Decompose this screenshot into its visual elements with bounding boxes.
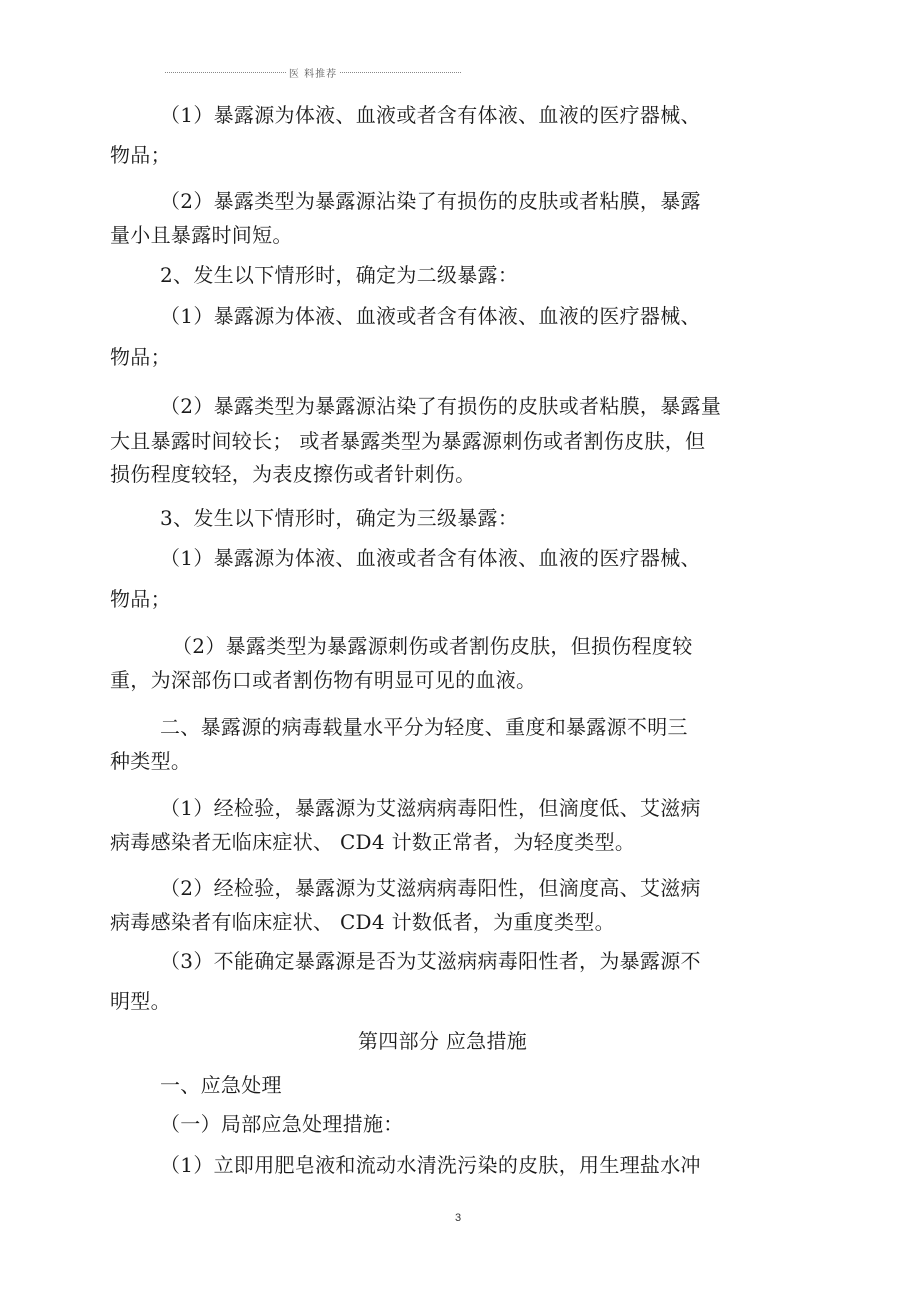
paragraph-line: 2、发生以下情形时，确定为二级暴露： [160, 263, 519, 287]
header-dotted-rule-left [165, 72, 286, 73]
paragraph-line: （2）暴露类型为暴露源刺伤或者割伤皮肤，但损伤程度较 [172, 634, 693, 658]
header-label: 医 料推荐 [288, 68, 338, 80]
paragraph-line: 损伤程度较轻，为表皮擦伤或者针刺伤。 [110, 462, 476, 486]
header-dotted-rule-right [340, 72, 461, 73]
paragraph-line: （2）暴露类型为暴露源沾染了有损伤的皮肤或者粘膜，暴露 [160, 189, 701, 213]
paragraph-line: 重，为深部伤口或者割伤物有明显可见的血液。 [110, 668, 537, 692]
paragraph-line: 大且暴露时间较长； 或者暴露类型为暴露源刺伤或者割伤皮肤，但 [110, 429, 706, 453]
paragraph-line: 明型。 [110, 989, 171, 1013]
paragraph-line: （1）立即用肥皂液和流动水清洗污染的皮肤，用生理盐水冲 [160, 1153, 701, 1177]
paragraph-line: 物品； [110, 143, 171, 167]
paragraph-line: 物品； [110, 587, 171, 611]
paragraph-line: （1）暴露源为体液、血液或者含有体液、血液的医疗器械、 [160, 546, 701, 570]
paragraph-line: （1）经检验，暴露源为艾滋病病毒阳性，但滴度低、艾滋病 [160, 796, 701, 820]
section-heading: 第四部分 应急措施 [358, 1029, 528, 1053]
subsection-heading: 一、应急处理 [160, 1073, 282, 1097]
page-header [165, 64, 461, 80]
subsection-heading: （一）局部应急处理措施： [160, 1112, 404, 1136]
paragraph-line: 物品； [110, 345, 171, 369]
paragraph-line: （3）不能确定暴露源是否为艾滋病病毒阳性者，为暴露源不 [160, 949, 701, 973]
paragraph-line: 种类型。 [110, 749, 192, 773]
paragraph-line: 3、发生以下情形时，确定为三级暴露： [160, 506, 519, 530]
paragraph-line: （1）暴露源为体液、血液或者含有体液、血液的医疗器械、 [160, 304, 701, 328]
paragraph-line: 病毒感染者无临床症状、 CD4 计数正常者，为轻度类型。 [110, 830, 636, 854]
page-number: 3 [455, 1212, 462, 1224]
paragraph-line: （2）暴露类型为暴露源沾染了有损伤的皮肤或者粘膜，暴露量 [160, 394, 722, 418]
paragraph-line: 量小且暴露时间短。 [110, 223, 293, 247]
paragraph-line: 二、暴露源的病毒载量水平分为轻度、重度和暴露源不明三 [160, 715, 688, 739]
paragraph-line: （2）经检验，暴露源为艾滋病病毒阳性，但滴度高、艾滋病 [160, 876, 701, 900]
paragraph-line: 病毒感染者有临床症状、 CD4 计数低者，为重度类型。 [110, 910, 615, 934]
paragraph-line: （1）暴露源为体液、血液或者含有体液、血液的医疗器械、 [160, 103, 701, 127]
